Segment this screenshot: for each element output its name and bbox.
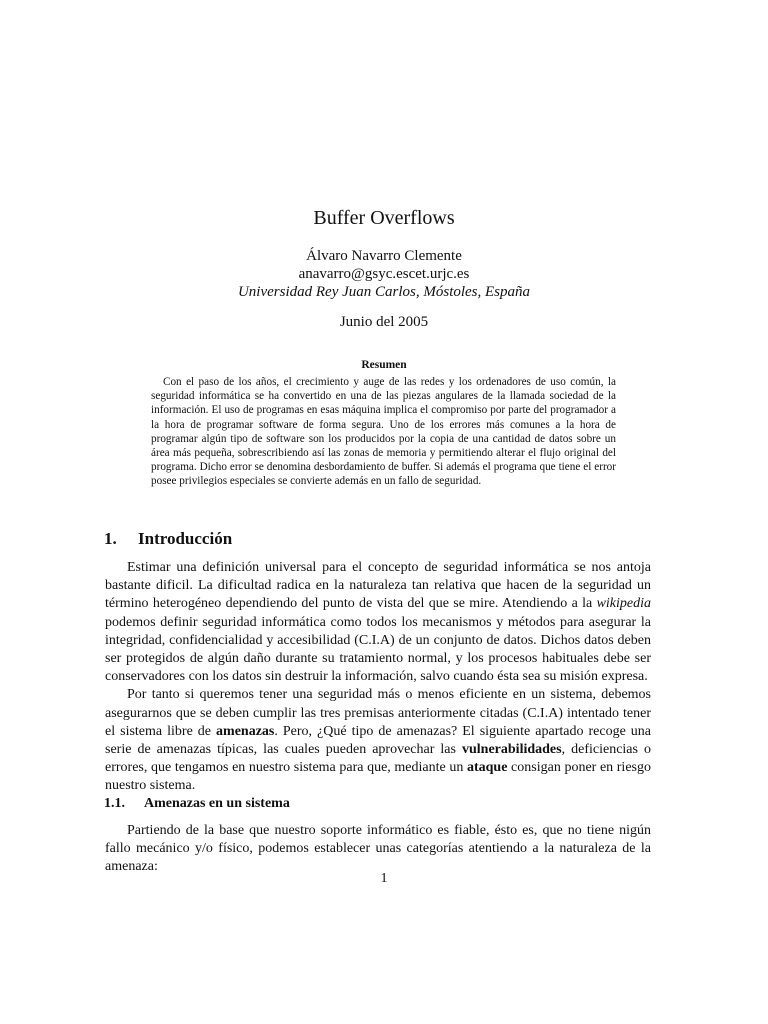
paragraph-text: podemos definir seguridad informática como todos los mecanismos y métodos para asegurar la integridad, confidencialidad y accesibilidad (C.I.A) de un conjunto de datos. Dichos datos deben ser protegidos de algún daño durante su tratamiento normal, y los procesos habituales debe ser conservadores con los datos sin destruir la información, salvo cuando ésta sea su misión expresa. [105, 614, 651, 685]
author-name: Álvaro Navarro Clemente [306, 248, 462, 264]
subsection-number: 1.1. [104, 796, 125, 811]
page-number: 1 [380, 871, 388, 886]
paragraph-text: Estimar una definición universal para el concepto de seguridad informática se nos antoja bastante dificil. La dificultad radica en la naturaleza tan relativa que hacen de la seguridad un término heterogéneo dependiendo del punto de vista del que se mire. Atendiendo a la [105, 560, 651, 612]
term-amenazas: amenazas [216, 723, 275, 739]
subsection-1-1-body [105, 822, 651, 877]
author-block [0, 247, 768, 301]
section-number: 1. [104, 529, 117, 548]
paper-date: Junio del 2005 [339, 314, 429, 330]
paragraph-text: , deficiencias o errores, que tengamos en nuestro sistema para que, mediante un [105, 742, 651, 776]
abstract-text: Con el paso de los años, el crecimiento y auge de las redes y los ordenadores de uso común, la seguridad informática se ha convertido en una de las piezas angulares de la llamada sociedad de la información. El uso de programas en esas máquina implica el compromiso por parte del programador a la hora de programar software de forma segura. Uno de los errores más comunes a la hora de programar algún tipo de software son los producidos por la copia de una cantidad de datos sobre un área más pequeña, sobrescribiendo así las zonas de memoria y permitiendo alterar el flujo original del programa. Dicho error se denomina desbordamiento de buffer. Si además el programa que tiene el error posee privilegios especiales se convierte además en un fallo de seguridad. [151, 376, 616, 488]
section-heading-introduccion [104, 528, 232, 550]
paragraph-text: . Pero, ¿Qué tipo de amenazas? El siguiente apartado recoge una serie de amenazas típicas, las cuales pueden aprovechar las [105, 723, 652, 758]
paper-title: Buffer Overflows [313, 207, 455, 229]
term-ataque: ataque [466, 760, 508, 776]
section-1-body [105, 559, 651, 796]
paragraph-3: Partiendo de la base que nuestro soporte informático es fiable, ésto es, que no tiene nigún fallo mecánico y/o físico, podemos establecer unas categorías atentiendo a la naturaleza de la amenaza: [105, 823, 651, 875]
author-affiliation: Universidad Rey Juan Carlos, Móstoles, España [237, 284, 531, 300]
wikipedia-term: wikipedia [596, 596, 651, 612]
paragraph-1 [105, 559, 651, 686]
paragraph-text: Por tanto si queremos tener una seguridad más o menos eficiente en un sistema, debemos asegurarnos que se deben cumplir las tres premisas anteriormente citadas (C.I.A) intentado tener el sistema libre de [105, 687, 651, 739]
term-vulnerabilidades: vulnerabilidades [462, 742, 562, 758]
author-email: anavarro@gsyc.escet.urjc.es [298, 266, 470, 282]
subsection-heading-amenazas [104, 795, 290, 813]
section-title: Introducción [138, 529, 233, 548]
subsection-title: Amenazas en un sistema [144, 796, 290, 811]
abstract-heading: Resumen [361, 359, 407, 371]
paragraph-2 [105, 686, 651, 795]
paragraph-text: consigan poner en riesgo nuestro sistema. [105, 760, 651, 794]
